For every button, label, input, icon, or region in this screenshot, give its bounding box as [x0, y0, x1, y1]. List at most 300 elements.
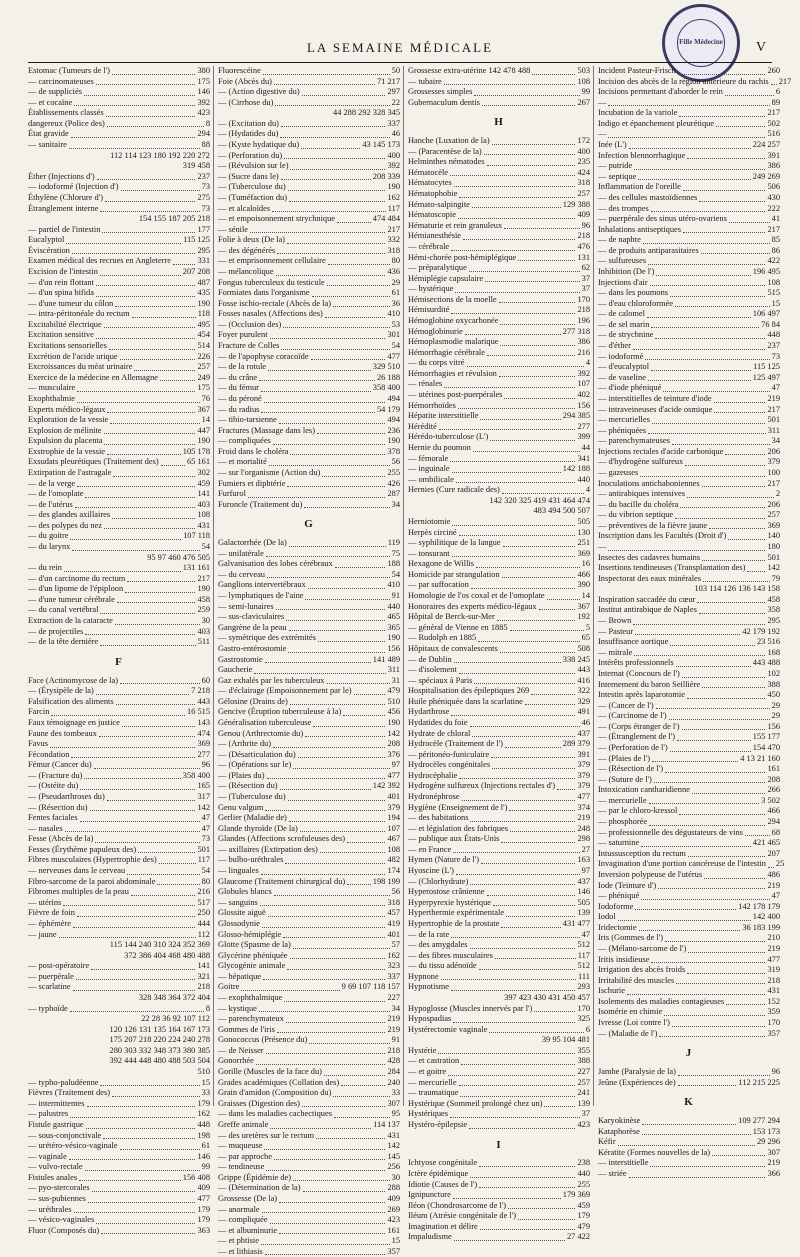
page-refs: 366: [767, 1168, 780, 1178]
index-entry: [218, 1194, 400, 1205]
index-page-refs-continued: 112 114 123 180 192 220 272: [110, 150, 210, 160]
index-term: Gastrostomie: [218, 654, 263, 664]
index-entry: [408, 866, 590, 877]
leader-dots: [531, 694, 575, 695]
leader-dots: [279, 1202, 385, 1203]
index-term: Injections rectales d'acide carbonique: [598, 446, 724, 456]
index-term: Inspectorat des eaux minérales: [598, 573, 702, 583]
page-refs: 423: [387, 1215, 400, 1225]
page-refs: 47: [201, 823, 210, 833]
leader-dots: [651, 962, 765, 963]
page-refs: 249: [197, 372, 210, 382]
index-term: — iodoformé (Injection d'): [28, 182, 119, 192]
leader-dots: [290, 958, 386, 959]
leader-dots: [301, 148, 360, 149]
page-refs: 4: [585, 485, 590, 495]
index-term: Hérédo-tuberculose (L'): [408, 432, 489, 442]
page-refs: 141: [197, 489, 210, 499]
leader-dots: [683, 232, 765, 233]
index-entry: [218, 405, 400, 416]
index-entry: [598, 151, 780, 162]
leader-dots: [107, 800, 196, 801]
index-term: Hématoscopie: [408, 210, 456, 220]
index-entry: [218, 1099, 400, 1110]
leader-dots: [59, 937, 196, 938]
index-entry: [598, 521, 780, 532]
index-term: — éphémère: [28, 918, 72, 928]
page-refs: 140: [767, 531, 780, 541]
page-refs: 363: [197, 1225, 210, 1235]
index-page-refs-continued: 319 458: [182, 161, 210, 171]
index-entry: [598, 1018, 780, 1029]
index-entry: [218, 813, 400, 824]
leader-dots: [71, 137, 196, 138]
leader-dots: [608, 137, 765, 138]
page-refs: 459: [197, 478, 210, 488]
leader-dots: [439, 429, 576, 430]
page-refs: 317: [197, 792, 210, 802]
page-refs: 208: [387, 739, 400, 749]
page-refs: 161: [387, 1225, 400, 1235]
leader-dots: [670, 751, 751, 752]
index-entry: [218, 930, 400, 941]
leader-dots: [262, 1212, 386, 1213]
page-refs: 501: [767, 415, 780, 425]
index-term: — parenchymateuses: [598, 436, 670, 446]
index-term: — (Plaies du): [218, 770, 265, 780]
index-entry: [408, 231, 590, 242]
index-term: Estomac (Tumeurs de l'): [28, 66, 110, 75]
index-term: Gommes de l'iris: [218, 1024, 275, 1034]
index-entry: [218, 612, 400, 623]
page-refs: 208 339: [372, 171, 400, 181]
page-refs: 516: [767, 129, 780, 139]
index-term: Folie à deux (De la): [218, 235, 285, 245]
index-entry: [28, 813, 210, 824]
leader-dots: [480, 1229, 576, 1230]
index-entry: [218, 602, 400, 613]
index-entry: [28, 267, 210, 278]
index-term: — utérins: [28, 897, 62, 907]
index-term: — (Résection du): [218, 781, 278, 791]
page-refs: 108: [197, 510, 210, 520]
page-refs: 477: [197, 1193, 210, 1203]
index-entry: [28, 707, 210, 718]
leader-dots: [768, 867, 774, 868]
leader-dots: [85, 1170, 200, 1171]
page-refs: 54: [201, 542, 210, 552]
leader-dots: [557, 789, 575, 790]
index-term: Grain d'amidon (Composition du): [218, 1088, 332, 1098]
leader-dots: [506, 916, 575, 917]
leader-dots: [675, 518, 765, 519]
index-term: Glande thyroïde (De la): [218, 823, 298, 833]
page-refs: 109 277 294: [738, 1116, 780, 1126]
leader-dots: [679, 116, 765, 117]
index-entry: [218, 246, 400, 257]
page-refs: 31: [391, 675, 400, 685]
index-entry: [218, 1025, 400, 1036]
leader-dots: [267, 778, 386, 779]
index-entry: [598, 902, 780, 913]
index-entry: [408, 1190, 590, 1201]
page-refs: 479: [577, 1221, 590, 1231]
page-refs: 16: [581, 559, 590, 569]
page-refs: 515: [767, 288, 780, 298]
index-term: — (Kyste hydatique du): [218, 140, 300, 150]
leader-dots: [451, 990, 575, 991]
index-section-letter: F: [115, 655, 123, 668]
index-term: Extirpation de l'astragale: [28, 467, 112, 477]
index-entry: [28, 330, 210, 341]
index-entry: [218, 877, 400, 888]
page-refs: 217: [767, 224, 780, 234]
index-entry: [598, 817, 780, 828]
page-refs: 86: [771, 245, 780, 255]
leader-dots: [72, 253, 196, 254]
index-entry: [598, 510, 780, 521]
index-entry: [28, 1205, 210, 1216]
index-term: Glossodynie: [218, 918, 260, 928]
leader-dots: [303, 1191, 386, 1192]
leader-dots: [261, 874, 386, 875]
index-term: Face (Actinomycose de la): [28, 675, 118, 685]
index-entry: [598, 754, 780, 765]
index-entry: [598, 669, 780, 680]
leader-dots: [726, 1004, 765, 1005]
page-refs: 307: [387, 1098, 400, 1108]
index-entry: [218, 299, 400, 310]
leader-dots: [107, 454, 181, 455]
index-term: — symétrique des extrémités: [218, 633, 316, 643]
index-entry: [28, 697, 210, 708]
index-term: Hypoglosse (Muscles innervés par l'): [408, 1003, 533, 1013]
leader-dots: [100, 645, 196, 646]
leader-dots: [608, 105, 769, 106]
index-term: — iodoformé: [598, 351, 644, 361]
index-term: — du péroné: [218, 393, 262, 403]
page-refs: 85: [771, 235, 780, 245]
index-term: Iodol: [598, 912, 616, 922]
page-refs: 289 379: [562, 739, 590, 749]
index-term: — interstitielles de teinture d'iode: [598, 393, 712, 403]
index-term: — d'isolement: [408, 665, 457, 675]
leader-dots: [664, 1015, 765, 1016]
index-entry: [218, 373, 400, 384]
index-entry: [28, 320, 210, 331]
index-term: Genou (Arthrectomie du): [218, 728, 304, 738]
leader-dots: [452, 525, 575, 526]
page-refs: 30: [201, 616, 210, 626]
leader-dots: [285, 863, 385, 864]
index-entry: [28, 803, 210, 814]
index-term: — mercurielle: [598, 795, 647, 805]
index-term: Glandes (Affections scrofuleuses des): [218, 834, 346, 844]
index-entry: [218, 489, 400, 500]
index-term: Gorille (Muscles de la face du): [218, 1067, 322, 1077]
leader-dots: [651, 370, 751, 371]
page-refs: 54 179: [376, 404, 400, 414]
index-entry: [408, 559, 590, 570]
page-refs: 14: [201, 415, 210, 425]
index-term: — (Suture de l'): [598, 774, 652, 784]
index-term: Jeûne (Expériences de): [598, 1077, 676, 1087]
page-refs: 139: [577, 908, 590, 918]
leader-dots: [279, 423, 386, 424]
index-entry: [408, 887, 590, 898]
index-page-refs-continued: 372 386 404 468 480 488: [124, 950, 210, 960]
page-refs: 386: [767, 161, 780, 171]
leader-dots: [273, 747, 385, 748]
index-term: — utérines post-puerpérales: [408, 390, 503, 400]
index-entry: [598, 225, 780, 236]
leader-dots: [745, 835, 770, 836]
page-refs: 431 477: [562, 918, 590, 928]
index-entry: [598, 267, 780, 278]
page-refs: 217: [767, 108, 780, 118]
index-term: — phosphorée: [598, 817, 648, 827]
index-term: Hémorrhagies et révulsion: [408, 368, 497, 378]
page-refs: 294: [767, 817, 780, 827]
leader-dots: [343, 715, 385, 716]
leader-dots: [481, 863, 575, 864]
leader-dots: [635, 634, 740, 635]
page-refs: 440: [577, 1168, 590, 1178]
index-term: Gaucherie: [218, 665, 253, 675]
leader-dots: [687, 497, 774, 498]
leader-dots: [304, 507, 389, 508]
index-term: Ischurie: [598, 986, 625, 996]
page-refs: 60: [201, 675, 210, 685]
page-refs: 435: [197, 288, 210, 298]
page-refs: 421 465: [752, 838, 780, 848]
leader-dots: [629, 1177, 766, 1178]
leader-dots: [461, 1064, 575, 1065]
page-refs: 61: [391, 288, 400, 298]
index-term: Hématurie et rein granuleux: [408, 220, 503, 230]
page-refs: 267: [577, 97, 590, 107]
index-entry: [408, 845, 590, 856]
index-term: —: [598, 129, 607, 139]
index-entry: [28, 834, 210, 845]
page-refs: 514: [197, 341, 210, 351]
index-term: — sous-conjonctivale: [28, 1130, 102, 1140]
page-refs: 477: [387, 770, 400, 780]
page-refs: 217: [387, 224, 400, 234]
page-refs: 5: [585, 622, 590, 632]
page-refs: 117: [387, 203, 400, 213]
page-refs: 115 125: [753, 362, 780, 372]
index-entry: [218, 919, 400, 930]
leader-dots: [487, 165, 576, 166]
page-refs: 179 369: [562, 1190, 590, 1200]
index-term: — et lithiasis: [218, 1246, 263, 1256]
index-term: Herpès circiné: [408, 527, 457, 537]
page-refs: 37: [581, 284, 590, 294]
leader-dots: [273, 444, 386, 445]
index-entry: [218, 855, 400, 866]
index-entry: [218, 77, 400, 88]
page-refs: 311: [767, 425, 780, 435]
page-refs: 80: [201, 876, 210, 886]
index-term: Hyperostose crânienne: [408, 887, 485, 897]
index-term: — publique aux États-Unis: [408, 834, 500, 844]
leader-dots: [90, 810, 196, 811]
index-term: Hydrocèles congénitales: [408, 760, 491, 770]
leader-dots: [261, 391, 371, 392]
leader-dots: [125, 592, 195, 593]
index-term: Hémisections de la moelle: [408, 294, 497, 304]
page-refs: 379: [577, 760, 590, 770]
index-term: — et cocaïne: [28, 97, 73, 107]
page-refs: 73: [201, 182, 210, 192]
index-entry: [598, 1029, 780, 1040]
index-term: — d'une tumeur du côlon: [28, 298, 114, 308]
index-entry: [28, 510, 210, 521]
leader-dots: [648, 264, 765, 265]
index-term: — et phtisie: [218, 1236, 259, 1246]
index-entry: [598, 1116, 780, 1127]
leader-dots: [444, 387, 575, 388]
index-section-letter: K: [684, 1096, 694, 1109]
page-refs: 175: [197, 383, 210, 393]
index-entry: [408, 1158, 590, 1169]
index-term: Hydrate de chloral: [408, 728, 471, 738]
index-entry: [218, 193, 400, 204]
index-entry: [598, 119, 780, 130]
index-term: Gaz exhalés par les tuberculeux: [218, 675, 325, 685]
page-refs: 119: [387, 538, 400, 548]
leader-dots: [261, 1244, 390, 1245]
leader-dots: [703, 581, 770, 582]
index-term: Hanche (Luxation de la): [408, 136, 490, 146]
leader-dots: [305, 736, 385, 737]
index-term: Honoraires des experts médico-légaux: [408, 601, 537, 611]
leader-dots: [132, 317, 196, 318]
leader-dots: [639, 930, 741, 931]
page-refs: 459: [577, 1200, 590, 1210]
index-term: — de la tête dernière: [28, 637, 99, 647]
page-refs: 392: [197, 97, 210, 107]
leader-dots: [74, 105, 195, 106]
leader-dots: [459, 673, 576, 674]
index-term: Intussusception du rectum: [598, 848, 686, 858]
leader-dots: [712, 1155, 765, 1156]
page-refs: 129 388: [562, 199, 590, 209]
page-refs: 321: [197, 971, 210, 981]
index-term: Hydrocéphalie: [408, 770, 458, 780]
index-term: Fluorescéine: [218, 66, 261, 75]
index-entry: [408, 707, 590, 718]
index-entry: [598, 341, 780, 352]
leader-dots: [459, 1085, 576, 1086]
index-term: Hémisurdité: [408, 305, 450, 315]
leader-dots: [510, 831, 575, 832]
index-term: — Brown: [598, 616, 632, 626]
index-term: — kystique: [218, 1003, 257, 1013]
page-refs: 403: [197, 499, 210, 509]
index-entry: [28, 193, 210, 204]
leader-dots: [103, 1138, 195, 1139]
leader-dots: [64, 571, 181, 572]
index-term: — mercurielle: [408, 1077, 457, 1087]
page-refs: 237: [767, 341, 780, 351]
page-refs: 219: [767, 393, 780, 403]
index-entry: [408, 253, 590, 264]
leader-dots: [678, 1075, 770, 1076]
index-term: — nerveuses dans le cerveau: [28, 866, 126, 876]
index-term: Furoncle (Traitement du): [218, 499, 303, 509]
index-entry: [218, 1067, 400, 1078]
index-term: Excitation sensitive: [28, 330, 94, 340]
index-entry: [28, 563, 210, 574]
page-refs: 501: [767, 552, 780, 562]
page-refs: 466: [767, 806, 780, 816]
index-term: — vulvo-rectale: [28, 1162, 83, 1172]
page-refs: 374: [577, 802, 590, 812]
leader-dots: [288, 800, 386, 801]
index-term: Hépatite interstitielle: [408, 411, 479, 421]
index-entry: [218, 362, 400, 373]
leader-dots: [479, 1187, 575, 1188]
leader-dots: [287, 243, 385, 244]
leader-dots: [347, 884, 371, 885]
page-refs: 79: [771, 573, 780, 583]
page-refs: 403: [197, 626, 210, 636]
page-refs: 501: [197, 844, 210, 854]
leader-dots: [458, 408, 576, 409]
index-entry: [28, 415, 210, 426]
index-entry: [218, 1014, 400, 1025]
page-refs: 325: [577, 1014, 590, 1024]
leader-dots: [508, 1208, 575, 1209]
index-entry: [598, 870, 780, 881]
index-term: — des uretères sur le rectum: [218, 1130, 315, 1140]
index-term: — du tissu adénoïde: [408, 961, 477, 971]
index-term: — général de Vienne en 1885: [408, 622, 508, 632]
index-entry: [598, 457, 780, 468]
index-term: Goitre: [218, 982, 240, 992]
index-term: Hystérectomie vaginale: [408, 1024, 488, 1034]
page-refs: 61: [201, 1141, 210, 1151]
index-entry: [408, 898, 590, 909]
stamp-text-2: Fille Médecine: [679, 38, 723, 47]
page-refs: 219: [577, 813, 590, 823]
index-term: Gangrène de la peau: [218, 622, 287, 632]
leader-dots: [50, 747, 195, 748]
leader-dots: [629, 148, 751, 149]
page-refs: 146: [197, 87, 210, 97]
leader-dots: [448, 1075, 575, 1076]
index-entry: [28, 1183, 210, 1194]
leader-dots: [80, 789, 195, 790]
index-entry: [28, 1226, 210, 1237]
page-refs: 517: [197, 897, 210, 907]
page-refs: 436: [387, 266, 400, 276]
index-page-refs-continued: 95 97 460 476 505: [147, 552, 210, 562]
index-term: — dans les poumons: [598, 288, 669, 298]
page-refs: 505: [577, 897, 590, 907]
leader-dots: [96, 285, 196, 286]
index-term: — sulfureuses: [598, 256, 647, 266]
index-term: Hématophobie: [408, 189, 458, 199]
page-refs: 238: [577, 1158, 590, 1168]
index-entry: [598, 1067, 780, 1078]
leader-dots: [652, 761, 738, 762]
index-term: Graisses (Digestion des): [218, 1098, 300, 1108]
index-term: Idiotie (Causes de l'): [408, 1179, 478, 1189]
index-entry: [408, 147, 590, 158]
